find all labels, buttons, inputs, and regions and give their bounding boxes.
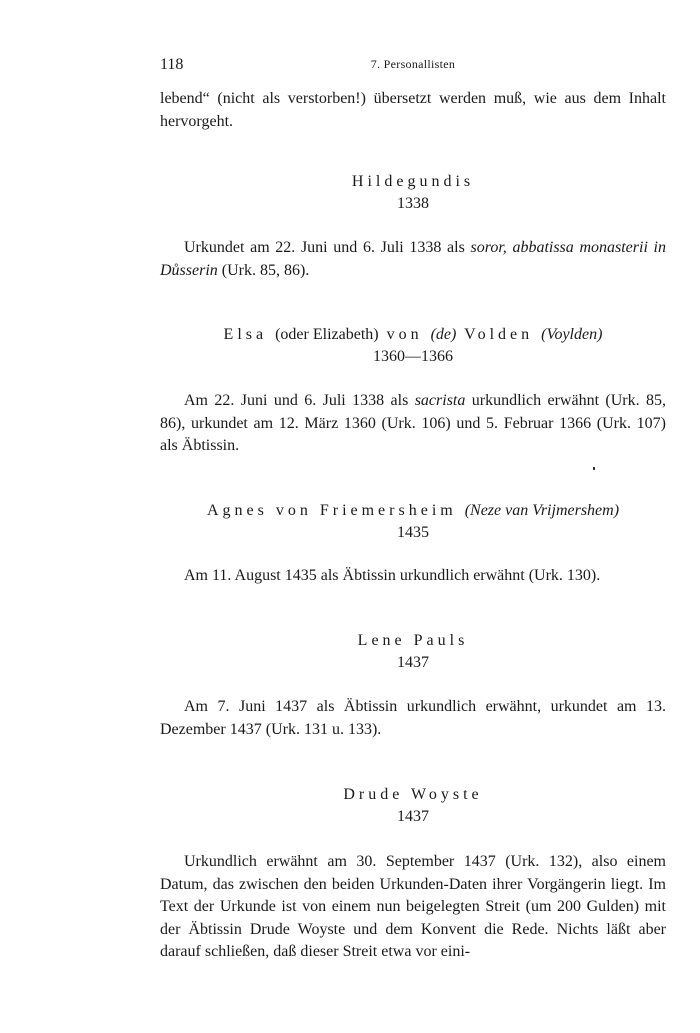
body-text: urkundlich erwähnt (Urk. 85, 86), urkundet am 12. März 1360 (Urk. 106) und 5. Februar 1366 (Urk. 107) als Äbtissin. (160, 392, 667, 454)
body-text: (Urk. 85, 86). (217, 261, 310, 279)
book-page (160, 52, 666, 964)
entry-dates-agnes: 1435 (397, 523, 429, 541)
entry-dates-elsa: 1360—1366 (373, 348, 453, 365)
entry-name-lene: Lene Pauls (357, 632, 469, 649)
print-speck (593, 467, 595, 470)
name-part: Volden (464, 326, 534, 343)
entry-dates-hildegundis: 1338 (397, 195, 429, 212)
entry-body-elsa (160, 390, 666, 458)
intro-paragraph: lebend“ (nicht als verstorben!) übersetzt werden muß, wie aus dem Inhalt hervorgeht. (160, 90, 666, 130)
name-part: Agnes von Friemersheim (206, 501, 457, 519)
name-part: von (386, 326, 423, 343)
name-variant: (Voylden) (541, 326, 603, 343)
page-number: 118 (160, 56, 184, 73)
entry-body-lene: Am 7. Juni 1437 als Äbtissin urkundlich erwähnt, urkundet am 13. Dezember 1437 (Urk. 131 u. 133). (160, 698, 666, 738)
name-part: (de) (430, 326, 457, 343)
entry-name-hildegundis: Hildegundis (351, 173, 475, 190)
latin-phrase: soror, abbatissa monasterii in Důsserin (160, 239, 666, 279)
name-part: (oder Elizabeth) (275, 326, 379, 343)
latin-phrase: sacrista (414, 392, 466, 409)
entry-body-drude: Urkundlich erwähnt am 30. September 1437 (Urk. 132), also einem Datum, das zwischen den beiden Urkunden-Daten ihrer Vorgängerin liegt. Im Text der Urkunde ist von einem nun beigelegten Streit (um 200 Gulden) mit der Äbtissin Drude Woyste und dem Konvent die Rede. Nichts läßt aber darauf schließen, daß dieser Streit etwa vor eini- (160, 853, 666, 960)
name-variant: (Neze van Vrijmershem) (464, 501, 620, 519)
entry-body-agnes: Am 11. August 1435 als Äbtissin urkundlich erwähnt (Urk. 130). (184, 566, 601, 584)
entry-dates-lene: 1437 (397, 654, 429, 671)
entry-body-hildegundis (160, 237, 666, 282)
entry-name-agnes (160, 500, 666, 522)
entry-name-drude: Drude Woyste (343, 786, 483, 803)
entry-name-elsa (160, 324, 666, 346)
running-head (160, 52, 666, 76)
entry-dates-drude: 1437 (397, 808, 429, 825)
body-text: Urkundet am 22. Juni und 6. Juli 1338 als (184, 239, 471, 256)
chapter-title: 7. Personallisten (370, 57, 456, 71)
name-part: Elsa (223, 326, 268, 343)
body-text: Am 22. Juni und 6. Juli 1338 als (184, 392, 415, 409)
